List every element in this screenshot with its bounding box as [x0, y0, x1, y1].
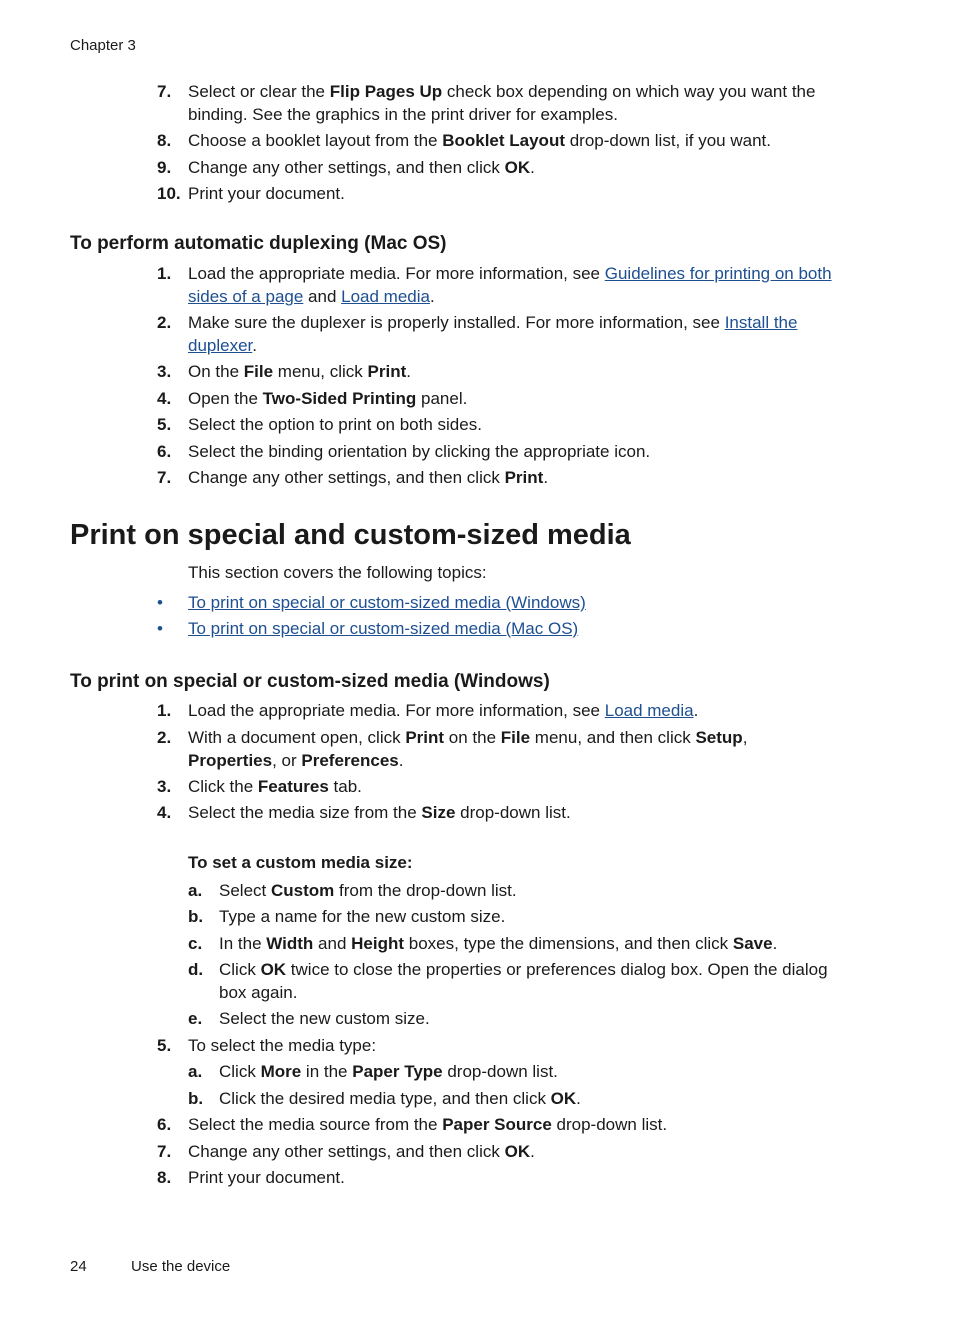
- step-number: 5.: [157, 415, 172, 434]
- ui-term: File: [243, 362, 274, 381]
- ui-term: Two-Sided Printing: [262, 389, 417, 408]
- step-text: [188, 387, 853, 410]
- text-run: Select the media source from the: [188, 1115, 443, 1134]
- text-run: .: [772, 934, 778, 953]
- ui-term: Custom: [270, 881, 335, 900]
- ui-term: Paper Source: [442, 1115, 552, 1134]
- text-run: drop-down list, if you want.: [565, 131, 771, 150]
- text-run: Load the appropriate media. For more information, see: [188, 701, 605, 720]
- topic-link-windows[interactable]: To print on special or custom-sized media (Windows): [188, 593, 586, 612]
- step-letter: d.: [188, 960, 204, 979]
- section-heading: To print on special or custom-sized media (Windows): [70, 671, 550, 692]
- ui-term: Print: [367, 362, 407, 381]
- text-run: from the drop-down list.: [334, 881, 517, 900]
- text-run: ,: [742, 728, 748, 747]
- step-number: 2.: [157, 728, 172, 747]
- text-run: .: [406, 362, 412, 381]
- step-number: 8.: [157, 131, 172, 150]
- step-text: [188, 156, 853, 179]
- step-text: [188, 699, 853, 722]
- step-text: Select the new custom size.: [219, 1009, 430, 1028]
- text-run: With a document open, click: [188, 728, 406, 747]
- step-text: [188, 311, 853, 357]
- text-run: drop-down list.: [551, 1115, 668, 1134]
- page-number: 24: [70, 1258, 87, 1275]
- text-run: in the: [301, 1062, 353, 1081]
- page-title: Print on special and custom-sized media: [70, 519, 631, 551]
- step-text: [188, 1140, 853, 1163]
- text-run: check box depending on which way you want the binding. See the graphics in the print driver for examples.: [188, 82, 816, 124]
- text-run: .: [252, 336, 258, 355]
- ui-term: File: [500, 728, 531, 747]
- step-number: 1.: [157, 264, 172, 283]
- step-text: [188, 801, 853, 824]
- step-number: 7.: [157, 82, 172, 101]
- ui-term: OK: [504, 158, 531, 177]
- step-letter: a.: [188, 881, 203, 900]
- text-run: , or: [272, 751, 302, 770]
- step-text: [188, 129, 853, 152]
- text-run: Click the desired media type, and then click: [219, 1089, 551, 1108]
- text-run: Load the appropriate media. For more information, see: [188, 264, 605, 283]
- step-number: 2.: [157, 313, 172, 332]
- ui-term: Booklet Layout: [442, 131, 565, 150]
- ui-term: Print: [405, 728, 445, 747]
- text-run: Click: [219, 960, 261, 979]
- text-run: Click: [219, 1062, 261, 1081]
- ui-term: More: [260, 1062, 302, 1081]
- step-number: 6.: [157, 1115, 172, 1134]
- step-number: 4.: [157, 389, 172, 408]
- ui-term: Setup: [695, 728, 743, 747]
- step-letter: e.: [188, 1009, 203, 1028]
- text-run: .: [398, 751, 404, 770]
- text-run: .: [530, 1142, 535, 1161]
- guidelines-link[interactable]: Guidelines for printing on both sides of a page: [188, 264, 832, 306]
- step-letter: b.: [188, 1089, 204, 1108]
- ui-term: Flip Pages Up: [329, 82, 443, 101]
- text-run: tab.: [328, 777, 362, 796]
- topic-link-mac[interactable]: To print on special or custom-sized media (Mac OS): [188, 619, 579, 638]
- text-run: Make sure the duplexer is properly installed. For more information, see: [188, 313, 725, 332]
- text-run: .: [693, 701, 699, 720]
- custom-size-heading: To set a custom media size:: [188, 853, 413, 872]
- section-intro: This section covers the following topics:: [188, 563, 487, 582]
- text-run: drop-down list.: [442, 1062, 558, 1081]
- step-number: 7.: [157, 1142, 172, 1161]
- step-text: [219, 932, 849, 955]
- text-run: and: [313, 934, 352, 953]
- step-number: 7.: [157, 468, 172, 487]
- step-text: Type a name for the new custom size.: [219, 907, 506, 926]
- step-text: To select the media type:: [188, 1036, 377, 1055]
- bullet-icon: •: [157, 619, 163, 638]
- footer-section: Use the device: [131, 1258, 231, 1275]
- text-run: Choose a booklet layout from the: [188, 131, 443, 150]
- text-run: Change any other settings, and then click: [188, 1142, 505, 1161]
- text-run: Click the: [188, 777, 258, 796]
- text-run: Select: [219, 881, 271, 900]
- text-run: .: [576, 1089, 581, 1108]
- step-number: 3.: [157, 362, 172, 381]
- text-run: boxes, type the dimensions, and then click: [404, 934, 733, 953]
- ui-term: Paper Type: [352, 1062, 443, 1081]
- text-run: on the: [444, 728, 501, 747]
- chapter-header: Chapter 3: [70, 37, 136, 54]
- step-text: [188, 726, 853, 772]
- step-text: [188, 1113, 853, 1136]
- load-media-link[interactable]: Load media: [341, 287, 430, 306]
- ui-term: Properties: [188, 751, 273, 770]
- ui-term: OK: [260, 960, 287, 979]
- step-number: 6.: [157, 442, 172, 461]
- step-number: 1.: [157, 701, 172, 720]
- step-letter: c.: [188, 934, 203, 953]
- step-text: [188, 360, 853, 383]
- step-number: 5.: [157, 1036, 172, 1055]
- step-text: [188, 466, 853, 489]
- step-number: 3.: [157, 777, 172, 796]
- text-run: Open the: [188, 389, 263, 408]
- text-run: Change any other settings, and then click: [188, 468, 505, 487]
- text-run: On the: [188, 362, 244, 381]
- text-run: menu, and then click: [530, 728, 696, 747]
- step-text: Select the binding orientation by clicking the appropriate icon.: [188, 442, 651, 461]
- step-number: 4.: [157, 803, 172, 822]
- step-number: 9.: [157, 158, 172, 177]
- text-run: In the: [219, 934, 267, 953]
- bullet-icon: •: [157, 593, 163, 612]
- text-run: menu, click: [273, 362, 368, 381]
- text-run: .: [543, 468, 549, 487]
- step-letter: b.: [188, 907, 204, 926]
- step-text: [219, 879, 849, 902]
- text-run: drop-down list.: [455, 803, 571, 822]
- ui-term: Width: [266, 934, 314, 953]
- step-text: Select the option to print on both sides.: [188, 415, 482, 434]
- text-run: Change any other settings, and then click: [188, 158, 505, 177]
- step-letter: a.: [188, 1062, 203, 1081]
- text-run: panel.: [416, 389, 468, 408]
- step-number: 8.: [157, 1168, 172, 1187]
- step-text: [219, 1087, 849, 1110]
- step-text: Print your document.: [188, 184, 345, 203]
- ui-term: Print: [504, 468, 544, 487]
- text-run: .: [530, 158, 535, 177]
- text-run: Select or clear the: [188, 82, 330, 101]
- ui-term: OK: [504, 1142, 531, 1161]
- section-heading: To perform automatic duplexing (Mac OS): [70, 233, 447, 254]
- ui-term: OK: [550, 1089, 577, 1108]
- step-text: [188, 262, 853, 308]
- install-duplexer-link[interactable]: Install the duplexer: [188, 313, 798, 355]
- ui-term: Height: [351, 934, 405, 953]
- step-number: 10.: [157, 184, 181, 203]
- text-run: twice to close the properties or preferences dialog box. Open the dialog box again.: [219, 960, 828, 1002]
- ui-term: Size: [421, 803, 456, 822]
- load-media-link[interactable]: Load media: [604, 701, 694, 720]
- ui-term: Save: [732, 934, 773, 953]
- step-text: [188, 80, 853, 126]
- text-run: .: [429, 287, 435, 306]
- ui-term: Preferences: [301, 751, 399, 770]
- ui-term: Features: [257, 777, 329, 796]
- step-text: Print your document.: [188, 1168, 345, 1187]
- step-text: [188, 775, 853, 798]
- step-text: [219, 958, 849, 1004]
- text-run: Select the media size from the: [188, 803, 422, 822]
- text-run: and: [303, 287, 342, 306]
- step-text: [219, 1060, 849, 1083]
